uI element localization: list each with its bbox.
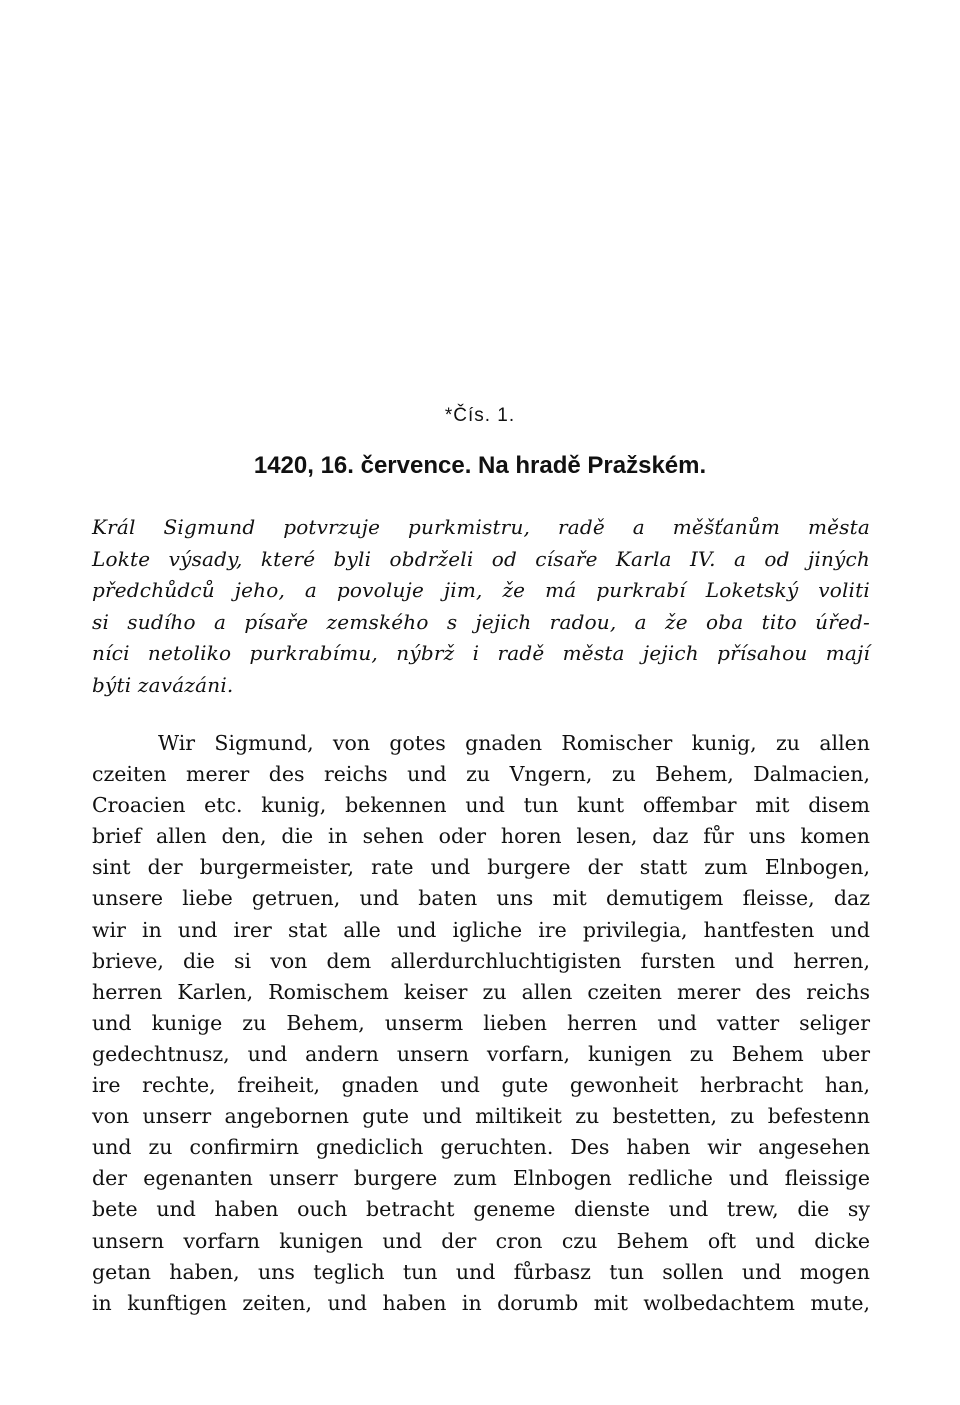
body-line: bete und haben ouch betracht geneme dienste und trew, die sy xyxy=(92,1197,870,1222)
body-line: herren Karlen, Romischem keiser zu allen czeiten merer des reichs xyxy=(92,979,870,1004)
body-line: und zu confirmirn gnediclich geruchten. Des haben wir angesehen xyxy=(92,1135,870,1160)
body-line: und kunige zu Behem, unserm lieben herren und vatter seliger xyxy=(92,1010,870,1035)
body-line: brieve, die si von dem allerdurchluchtigisten fursten und herren, xyxy=(92,948,870,973)
body-line: von unserr angebornen gute und miltikeit zu bestetten, zu befestenn xyxy=(92,1104,870,1129)
regest-line: Lokte výsady, které byli obdrželi od císaře Karla IV. a od jiných xyxy=(92,546,870,571)
regest-line: si sudího a písaře zemského s jejich radou, a že oba tito úřed- xyxy=(92,609,870,634)
body-line: unsern vorfarn kunigen und der cron czu Behem oft und dicke xyxy=(92,1228,870,1253)
body-line: Croacien etc. kunig, bekennen und tun kunt offembar mit disem xyxy=(92,793,870,818)
body-line: in kunftigen zeiten, und haben in dorumb mit wolbedachtem mute, xyxy=(92,1290,870,1315)
body-text xyxy=(92,728,870,1319)
regest-line: předchůdců jeho, a povoluje jim, že má purkrabí Loketský voliti xyxy=(92,578,870,602)
body-line: ire rechte, freiheit, gnaden und gute gewonheit herbracht han, xyxy=(92,1073,870,1098)
document-header: 1420, 16. července. Na hradě Pražském. xyxy=(253,452,707,479)
document-number: *Čís. 1. xyxy=(444,405,516,426)
body-line: wir in und irer stat alle und igliche ire privilegia, hantfesten und xyxy=(92,917,870,942)
body-line: gedechtnusz, und andern unsern vorfarn, kunigen zu Behem uber xyxy=(92,1041,870,1066)
body-line: unsere liebe getruen, und baten uns mit demutigem fleisse, daz xyxy=(92,886,870,911)
body-line: czeiten merer des reichs und zu Vngern, zu Behem, Dalmacien, xyxy=(92,762,870,787)
regest xyxy=(92,512,870,701)
regest-line: níci netoliko purkrabímu, nýbrž i radě města jejich přísahou mají xyxy=(92,641,870,665)
body-line: Wir Sigmund, von gotes gnaden Romischer kunig, zu allen xyxy=(158,731,870,755)
body-line: brief allen den, die in sehen oder horen lesen, daz fůr uns komen xyxy=(92,824,870,849)
body-line: getan haben, uns teglich tun und fůrbasz tun sollen und mogen xyxy=(92,1259,870,1284)
regest-line: Král Sigmund potvrzuje purkmistru, radě a měšťanům města xyxy=(92,515,870,539)
regest-line: býti zavázáni. xyxy=(92,672,234,697)
body-line: der egenanten unserr burgere zum Elnbogen redliche und fleissige xyxy=(92,1166,870,1191)
body-line: sint der burgermeister, rate und burgere der statt zum Elnbogen, xyxy=(92,855,870,880)
